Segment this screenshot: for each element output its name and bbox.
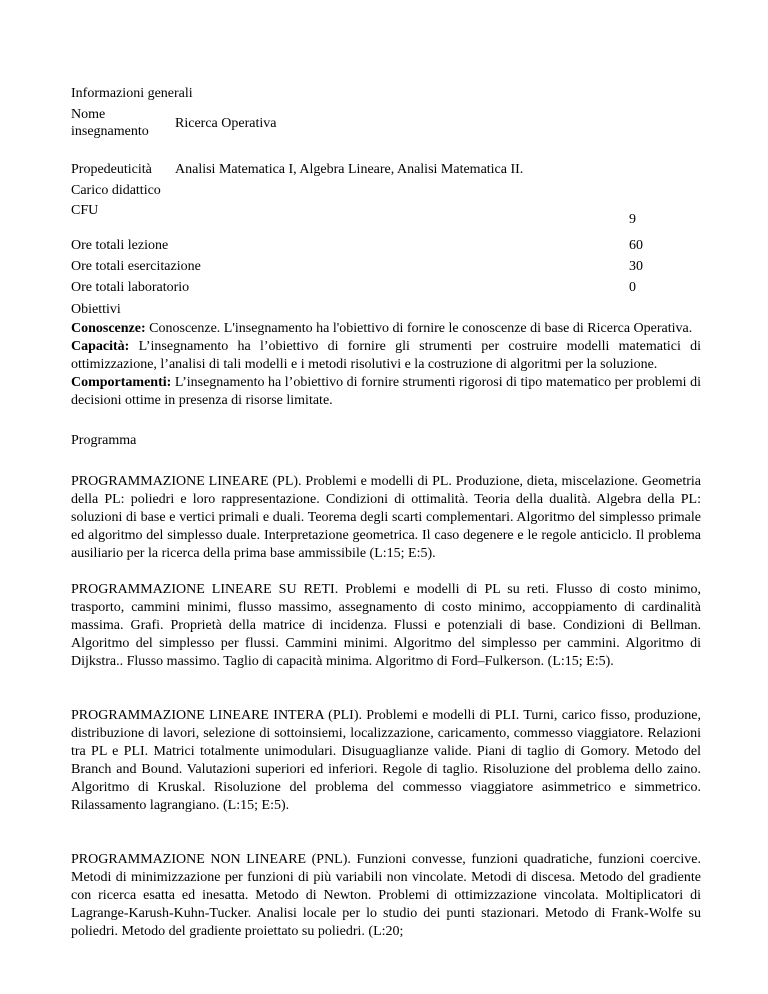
programma-paragraph-2: PROGRAMMAZIONE LINEARE SU RETI. Problemi e modelli di PL su reti. Flusso di costo minimo, trasporto, cammini minimi, flusso massimo, assegnamento di costo minimo, accoppiamento di cardinalità massima. Grafi. Proprietà della matrice di incidenza. Flussi e potenziali di base. Condizioni di Bellman. Algoritmo del simplesso per flussi. Cammini minimi. Algoritmo del simplesso per cammini. Algoritmo di Dijkstra.. Flusso massimo. Taglio di capacità minima. Algoritmo di Ford–Fulkerson. (L:15; E:5).	[71, 582, 701, 669]
propedeuticita-label: Propedeuticità	[71, 162, 152, 177]
programma-paragraph-3: PROGRAMMAZIONE LINEARE INTERA (PLI). Problemi e modelli di PLI. Turni, carico fisso, produzione, distribuzione di lavori, selezione di sottoinsiemi, localizzazione, caricamento, commesso viaggiatore. Relazioni tra PL e PLI. Matrici totalmente unimodulari. Disuguaglianze valide. Piani di taglio di Gomory. Metodo del Branch and Bound. Valutazioni superiori ed inferiori. Regole di taglio. Risoluzione del problema dello zaino. Algoritmo di Kruskal. Risoluzione del problema del commesso viaggiatore asimmetrico e simmetrico. Rilassamento lagrangiano. (L:15; E:5).	[71, 708, 701, 813]
cfu-value: 9	[629, 212, 636, 227]
ore-laboratorio-label: Ore totali laboratorio	[71, 280, 190, 295]
capacita-label: Capacità:	[71, 339, 130, 354]
comportamenti-text: L’insegnamento ha l’obiettivo di fornire strumenti rigorosi di tipo matematico per problemi di decisioni ottime in presenza di risorse limitate.	[71, 375, 701, 408]
ore-lezione-value: 60	[629, 238, 643, 253]
conoscenze-text: Conoscenze. L'insegnamento ha l'obiettivo di fornire le conoscenze di base di Ricerca Operativa.	[145, 321, 693, 336]
ore-esercitazione-value: 30	[629, 259, 643, 274]
capacita-paragraph	[71, 338, 701, 374]
capacita-text: L’insegnamento ha l’obiettivo di fornire gli strumenti per costruire modelli matematici di ottimizzazione, l’analisi di tali modelli e i metodi risolutivi e la costruzione di algoritmi per la soluzione.	[71, 339, 701, 372]
nome-label-line2: insegnamento	[71, 124, 149, 139]
comportamenti-paragraph	[71, 374, 701, 410]
nome-label-line1: Nome	[71, 107, 106, 122]
conoscenze-paragraph	[71, 320, 701, 338]
propedeuticita-value: Analisi Matematica I, Algebra Lineare, Analisi Matematica II.	[175, 162, 524, 177]
conoscenze-label: Conoscenze:	[71, 321, 146, 336]
programma-title: Programma	[71, 433, 137, 448]
programma-paragraph-1: PROGRAMMAZIONE LINEARE (PL). Problemi e modelli di PL. Produzione, dieta, miscelazione. Geometria della PL: poliedri e loro rappresentazione. Condizioni di ottimalità. Teoria della dualità. Algebra della PL: soluzioni di base e vertici primali e duali. Teorema degli scarti complementari. Algoritmo del simplesso primale ed algoritmo del simplesso duale. Interpretazione geometrica. Il caso degenere e le regole anticiclo. Il problema ausiliario per la ricerca della prima base ammissibile (L:15; E:5).	[71, 474, 701, 561]
obiettivi-block	[71, 320, 701, 410]
programma-paragraph-4: PROGRAMMAZIONE NON LINEARE (PNL). Funzioni convesse, funzioni quadratiche, funzioni coercive. Metodi di minimizzazione per funzioni di più variabili non vincolate. Metodi di discesa. Metodo del gradiente con ricerca esatta ed inesatta. Metodo di Newton. Problemi di ottimizzazione vincolata. Moltiplicatori di Lagrange-Karush-Kuhn-Tucker. Analisi locale per lo studio dei punti stazionari. Metodo di Frank-Wolfe su poliedri. Metodo del gradiente proiettato su poliedri. (L:20;	[71, 852, 701, 939]
nome-value: Ricerca Operativa	[175, 116, 277, 131]
section-title-general: Informazioni generali	[71, 86, 193, 101]
ore-lezione-label: Ore totali lezione	[71, 238, 169, 253]
comportamenti-label: Comportamenti:	[71, 375, 172, 390]
ore-esercitazione-label: Ore totali esercitazione	[71, 259, 201, 274]
cfu-label: CFU	[71, 203, 99, 218]
ore-laboratorio-value: 0	[629, 280, 636, 295]
obiettivi-title: Obiettivi	[71, 302, 121, 317]
carico-label: Carico didattico	[71, 183, 161, 198]
